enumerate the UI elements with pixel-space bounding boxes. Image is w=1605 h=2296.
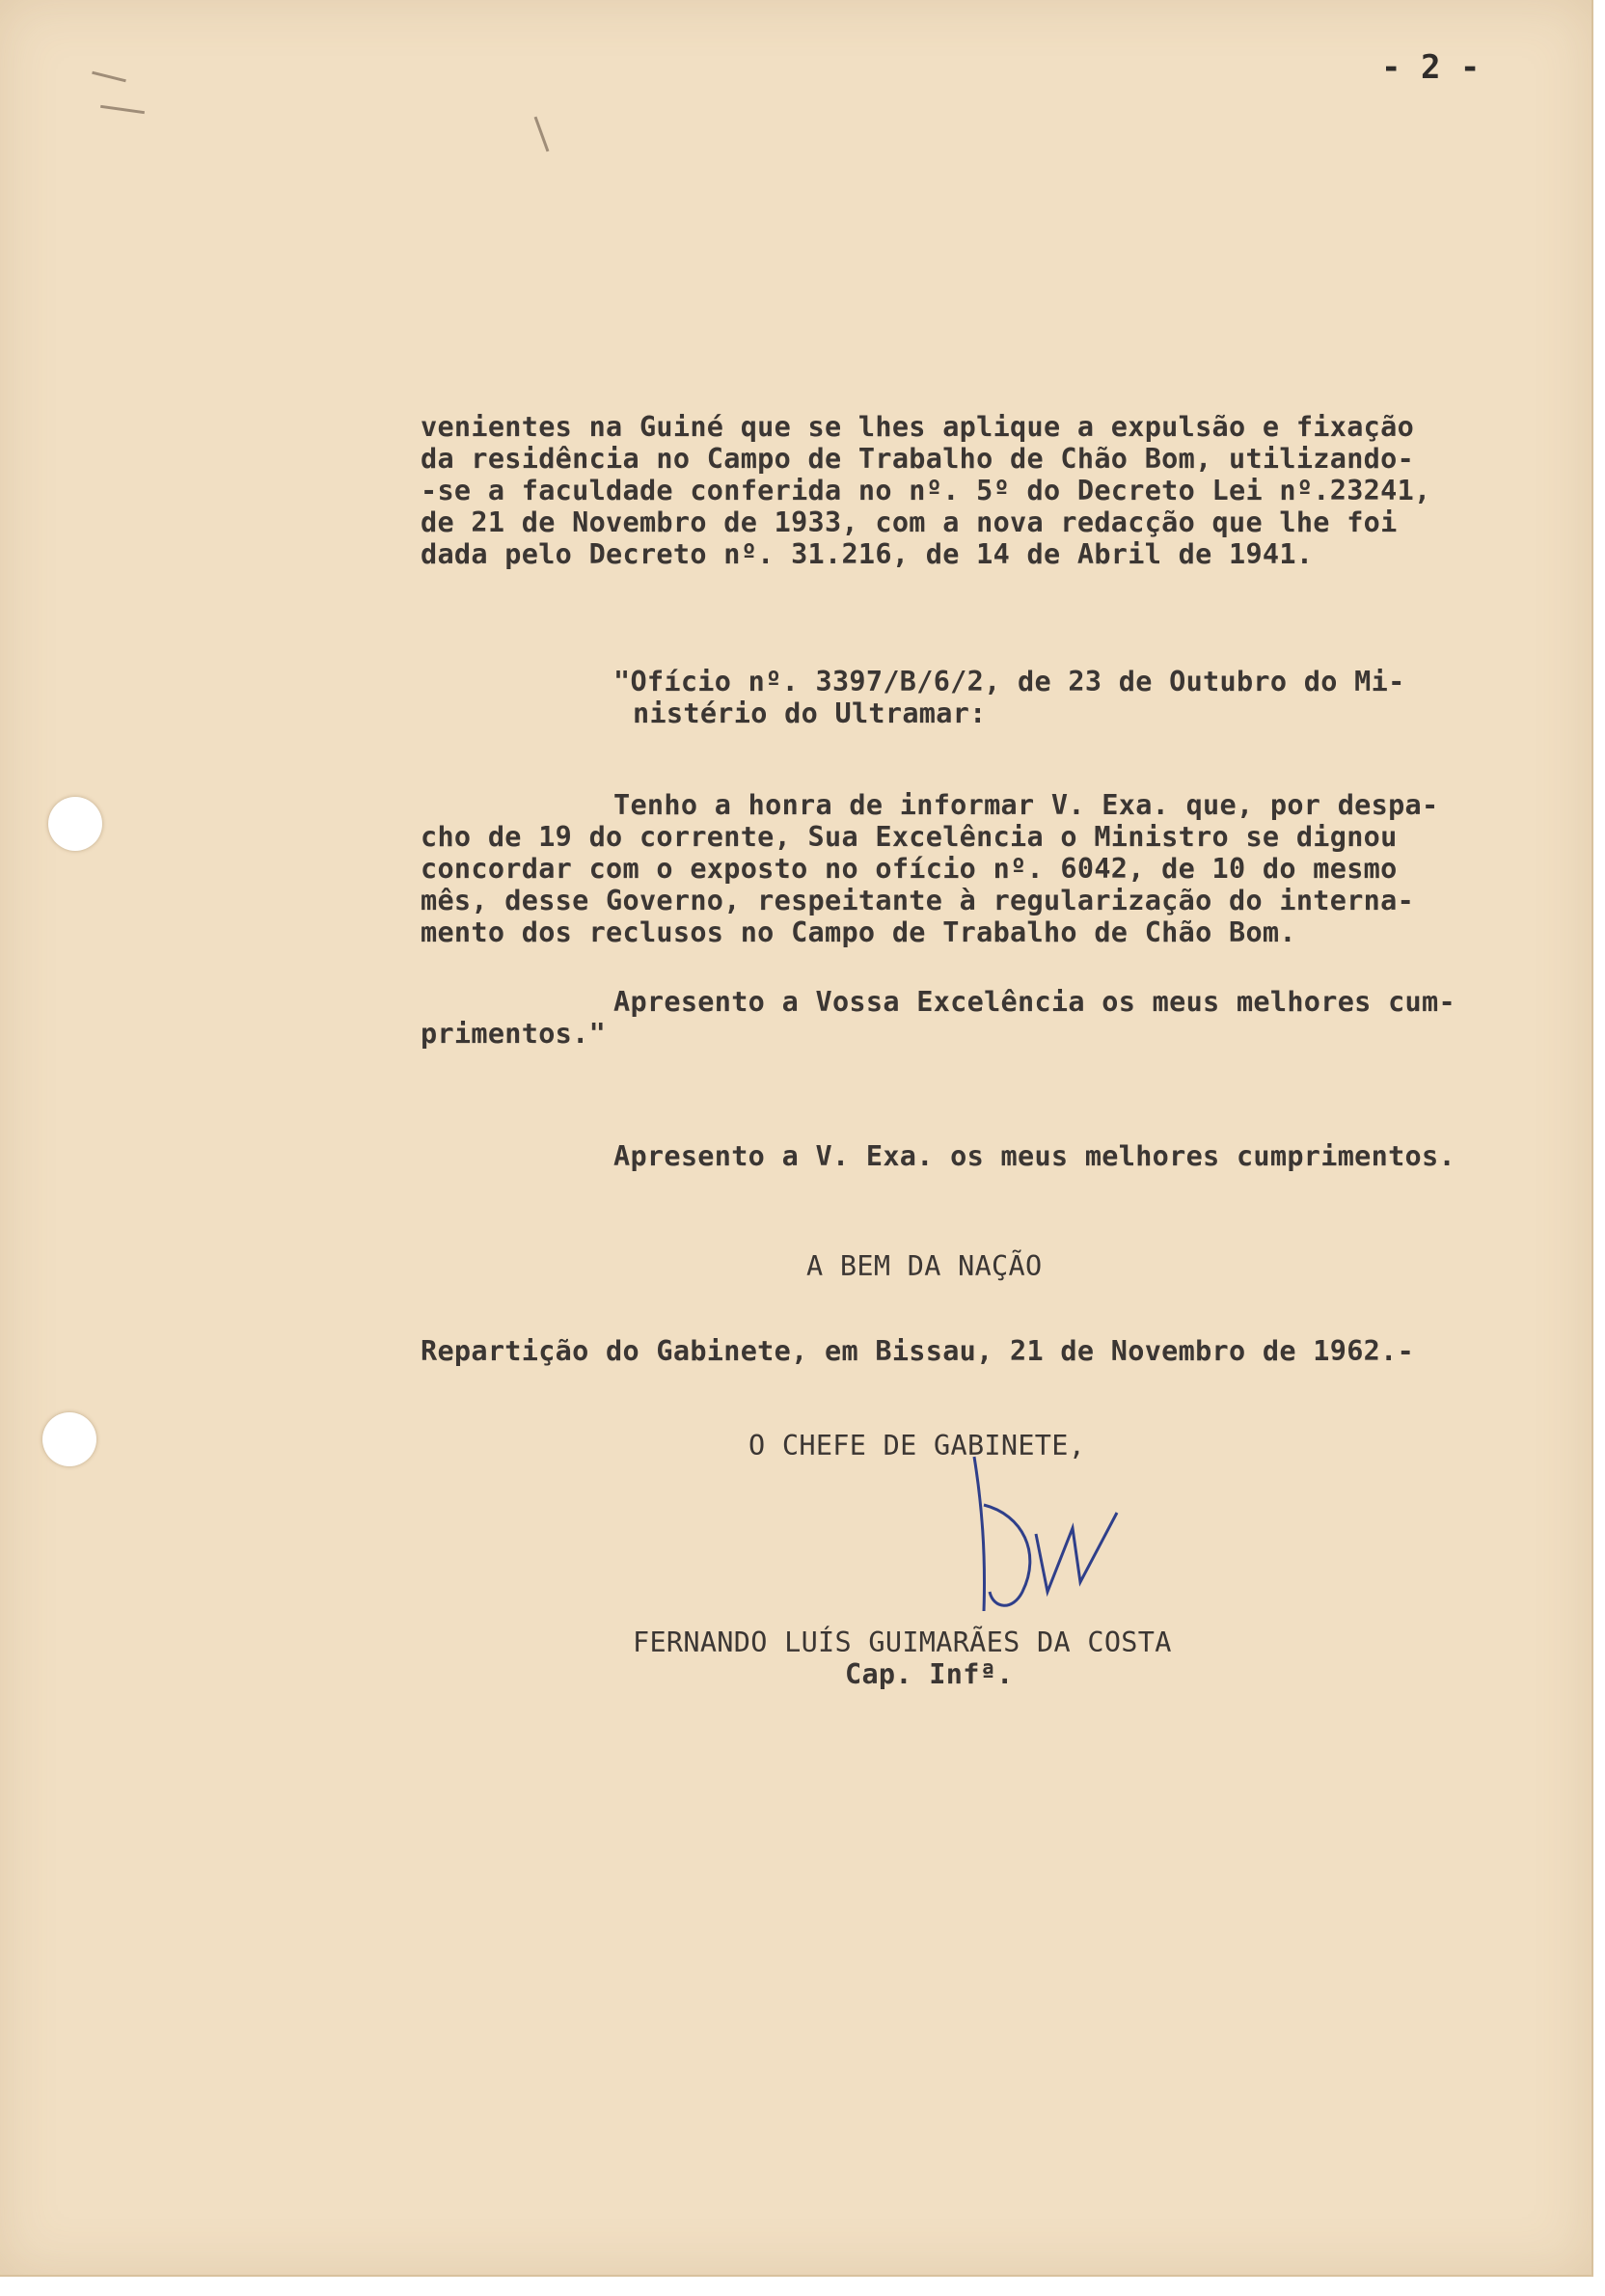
quote-closing-line: Apresento a Vossa Excelência os meus melhores cum- <box>613 986 1455 1018</box>
signer-rank: Cap. Infª. <box>845 1658 1014 1690</box>
body-line: -se a faculdade conferida no nº. 5º do Decreto Lei nº.23241, <box>421 475 1431 506</box>
handwritten-signature <box>955 1447 1148 1621</box>
signer-name: FERNANDO LUÍS GUIMARÃES DA COSTA <box>633 1626 1172 1658</box>
quote-body-line: mês, desse Governo, respeitante à regularização do interna- <box>421 885 1415 916</box>
body-line: da residência no Campo de Trabalho de Chão Bom, utilizando- <box>421 443 1415 475</box>
quote-heading-line: "Ofício nº. 3397/B/6/2, de 23 de Outubro do Mi- <box>613 666 1405 697</box>
quote-body-line: cho de 19 do corrente, Sua Excelência o Ministro se dignou <box>421 821 1398 853</box>
quote-heading-line: nistério do Ultramar: <box>633 697 987 729</box>
paper-mark <box>92 71 126 83</box>
page-number: - 2 - <box>1381 48 1481 87</box>
paper-mark <box>100 105 145 114</box>
place-date: Repartição do Gabinete, em Bissau, 21 de Novembro de 1962.- <box>421 1335 1415 1367</box>
quote-body-line: mento dos reclusos no Campo de Trabalho de Chão Bom. <box>421 916 1296 948</box>
closing-line: Apresento a V. Exa. os meus melhores cumprimentos. <box>613 1140 1455 1172</box>
signer-title: O CHEFE DE GABINETE, <box>748 1430 1086 1462</box>
body-line: venientes na Guiné que se lhes aplique a expulsão e fixação <box>421 411 1415 443</box>
body-line: de 21 de Novembro de 1933, com a nova redacção que lhe foi <box>421 506 1398 538</box>
quote-body-line: Tenho a honra de informar V. Exa. que, por despa- <box>613 789 1439 821</box>
punch-hole-bottom <box>42 1412 96 1466</box>
quote-body-line: concordar com o exposto no ofício nº. 6042, de 10 do mesmo <box>421 853 1398 885</box>
punch-hole-top <box>48 797 102 851</box>
body-line: dada pelo Decreto nº. 31.216, de 14 de Abril de 1941. <box>421 538 1314 570</box>
motto: A BEM DA NAÇÃO <box>806 1250 1043 1282</box>
quote-closing-line: primentos." <box>421 1018 607 1050</box>
paper-mark <box>534 117 550 152</box>
